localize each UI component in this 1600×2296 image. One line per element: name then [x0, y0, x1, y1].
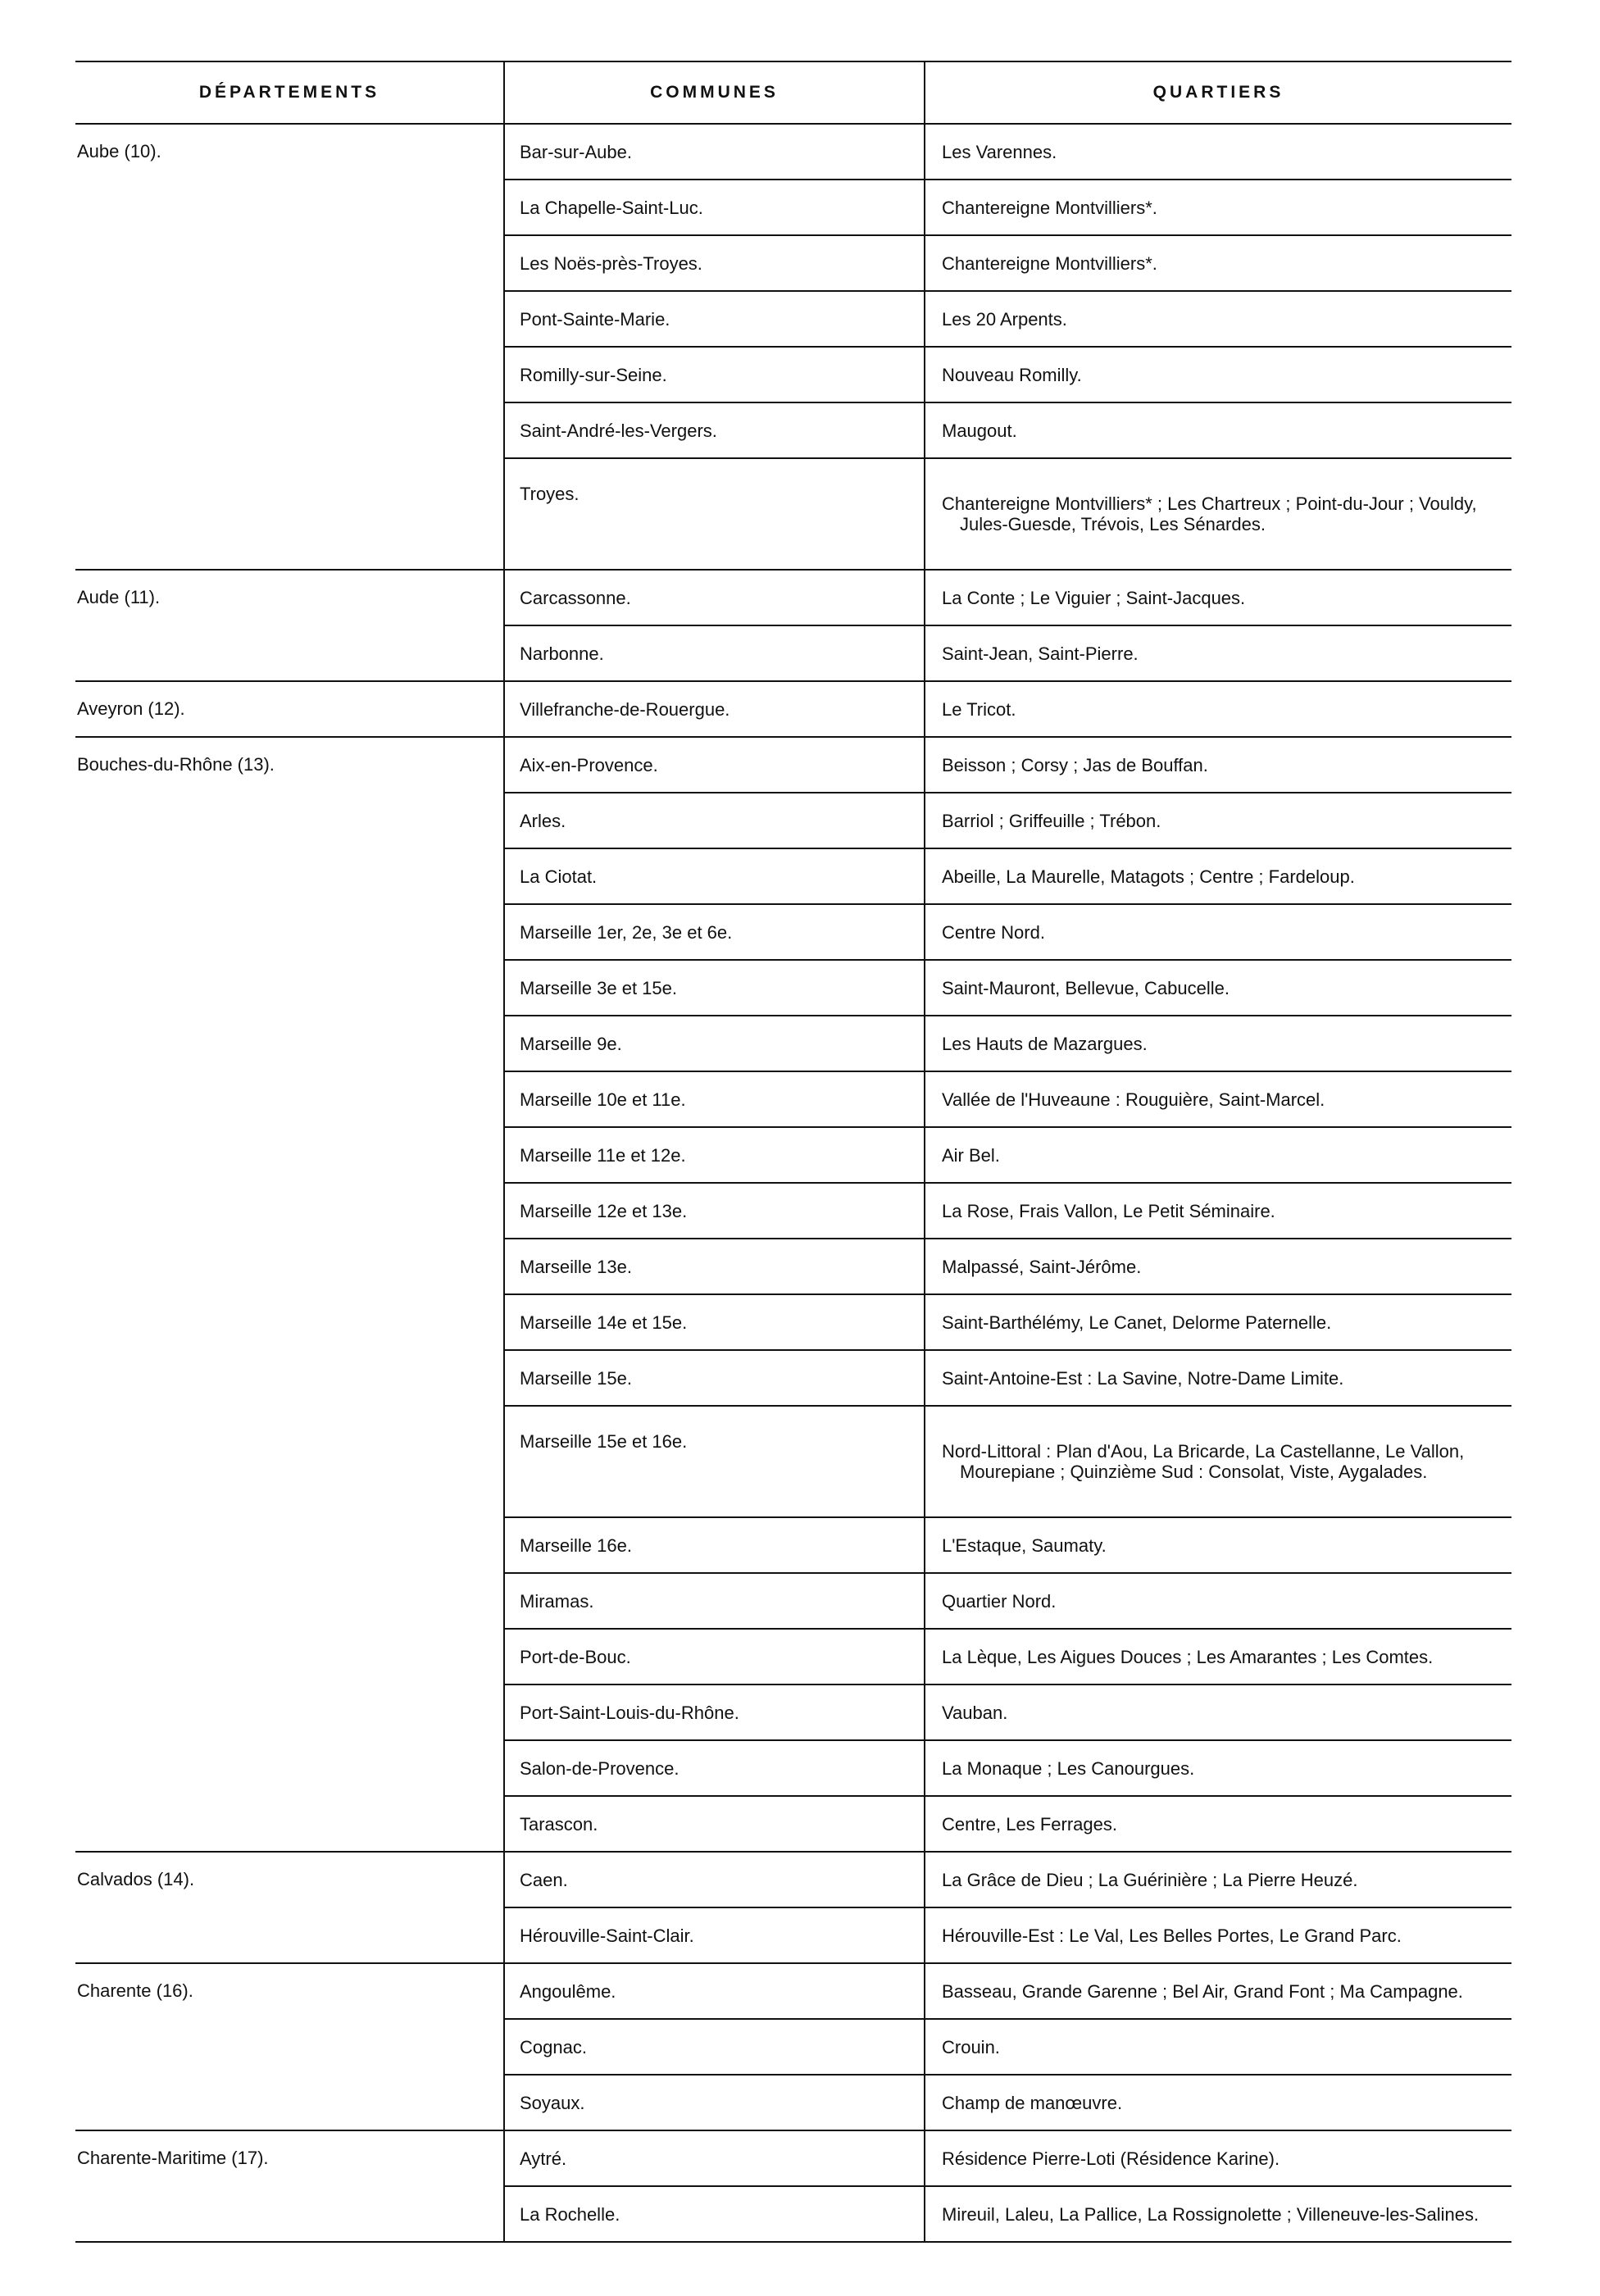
commune-cell: Marseille 13e.	[504, 1239, 925, 1294]
quartiers-line: Quartier Nord.	[942, 1590, 1057, 1612]
quartiers-line: Saint-Antoine-Est : La Savine, Notre-Dame Limite.	[942, 1367, 1344, 1389]
quartiers-line: Les 20 Arpents.	[942, 308, 1067, 330]
quartiers-cell	[925, 904, 1511, 960]
quartiers-cell	[925, 681, 1511, 737]
commune-cell: Marseille 1er, 2e, 3e et 6e.	[504, 904, 925, 960]
quartiers-line: Crouin.	[942, 2036, 1000, 2057]
commune-cell: Cognac.	[504, 2019, 925, 2075]
quartiers-line: Champ de manœuvre.	[942, 2092, 1123, 2113]
quartiers-cell	[925, 235, 1511, 291]
quartiers-cell	[925, 1406, 1511, 1517]
quartiers-line: La Lèque, Les Aigues Douces ; Les Amarantes ; Les Comtes.	[942, 1646, 1434, 1667]
quartiers-cell	[925, 625, 1511, 681]
quartiers-cell	[925, 2075, 1511, 2130]
quartiers-line: Air Bel.	[942, 1144, 1000, 1166]
commune-cell: Marseille 15e.	[504, 1350, 925, 1406]
quartiers-cell	[925, 402, 1511, 458]
quartiers-cell	[925, 2130, 1511, 2186]
quartiers-line: Saint-Jean, Saint-Pierre.	[942, 643, 1139, 664]
commune-cell: Aytré.	[504, 2130, 925, 2186]
quartiers-cell	[925, 1016, 1511, 1071]
quartiers-line-continued: Jules-Guesde, Trévois, Les Sénardes.	[960, 514, 1266, 534]
quartiers-cell	[925, 2019, 1511, 2075]
table-row	[75, 124, 1511, 180]
table-row	[75, 1852, 1511, 1907]
commune-cell: Marseille 11e et 12e.	[504, 1127, 925, 1183]
quartiers-line: Chantereigne Montvilliers* ; Les Chartreux ; Point-du-Jour ; Vouldy,	[942, 493, 1477, 514]
commune-cell: Romilly-sur-Seine.	[504, 347, 925, 402]
quartiers-line: Chantereigne Montvilliers*.	[942, 252, 1157, 274]
quartiers-line: Beisson ; Corsy ; Jas de Bouffan.	[942, 754, 1208, 775]
quartiers-cell	[925, 124, 1511, 180]
commune-cell: Pont-Sainte-Marie.	[504, 291, 925, 347]
commune-cell: Tarascon.	[504, 1796, 925, 1852]
commune-cell: Miramas.	[504, 1573, 925, 1629]
table-row	[75, 2130, 1511, 2186]
header-communes: COMMUNES	[504, 61, 925, 124]
commune-cell: Port-de-Bouc.	[504, 1629, 925, 1684]
communes-table	[75, 61, 1511, 2243]
commune-cell: Marseille 9e.	[504, 1016, 925, 1071]
header-departements: DÉPARTEMENTS	[75, 61, 504, 124]
quartiers-cell	[925, 1629, 1511, 1684]
quartiers-cell	[925, 1852, 1511, 1907]
quartiers-line: Saint-Barthélémy, Le Canet, Delorme Paternelle.	[942, 1312, 1332, 1333]
quartiers-cell	[925, 1740, 1511, 1796]
quartiers-line: Résidence Pierre-Loti (Résidence Karine).	[942, 2148, 1280, 2169]
departement-cell: Charente (16).	[75, 1963, 504, 2130]
quartiers-line: Centre, Les Ferrages.	[942, 1813, 1117, 1835]
departement-cell: Aude (11).	[75, 570, 504, 681]
quartiers-line: Vallée de l'Huveaune : Rouguière, Saint-Marcel.	[942, 1089, 1325, 1110]
quartiers-line: Hérouville-Est : Le Val, Les Belles Portes, Le Grand Parc.	[942, 1925, 1402, 1946]
quartiers-line: Le Tricot.	[942, 698, 1016, 720]
quartiers-line: L'Estaque, Saumaty.	[942, 1534, 1107, 1556]
table-header	[75, 61, 1511, 124]
commune-cell: Caen.	[504, 1852, 925, 1907]
quartiers-line: Mireuil, Laleu, La Pallice, La Rossignolette ; Villeneuve-les-Salines.	[942, 2203, 1480, 2225]
quartiers-cell	[925, 1796, 1511, 1852]
commune-cell: Hérouville-Saint-Clair.	[504, 1907, 925, 1963]
quartiers-cell	[925, 2186, 1511, 2242]
quartiers-cell	[925, 570, 1511, 625]
departement-cell: Aveyron (12).	[75, 681, 504, 737]
quartiers-cell	[925, 347, 1511, 402]
commune-cell: Port-Saint-Louis-du-Rhône.	[504, 1684, 925, 1740]
commune-cell: Marseille 14e et 15e.	[504, 1294, 925, 1350]
commune-cell: La Ciotat.	[504, 848, 925, 904]
quartiers-cell	[925, 737, 1511, 793]
quartiers-line: Nord-Littoral : Plan d'Aou, La Bricarde, La Castellanne, Le Vallon,	[942, 1441, 1465, 1462]
quartiers-cell	[925, 793, 1511, 848]
quartiers-line: La Grâce de Dieu ; La Guérinière ; La Pierre Heuzé.	[942, 1869, 1358, 1890]
quartiers-line: Nouveau Romilly.	[942, 364, 1082, 385]
table-row	[75, 570, 1511, 625]
quartiers-line: Les Hauts de Mazargues.	[942, 1033, 1148, 1054]
quartiers-line: Malpassé, Saint-Jérôme.	[942, 1256, 1142, 1277]
quartiers-cell	[925, 291, 1511, 347]
commune-cell: Marseille 15e et 16e.	[504, 1406, 925, 1517]
quartiers-cell	[925, 180, 1511, 235]
quartiers-cell	[925, 1573, 1511, 1629]
commune-cell: Bar-sur-Aube.	[504, 124, 925, 180]
commune-cell: Salon-de-Provence.	[504, 1740, 925, 1796]
table-row	[75, 737, 1511, 793]
quartiers-cell	[925, 960, 1511, 1016]
header-quartiers: QUARTIERS	[925, 61, 1511, 124]
quartiers-line: Maugout.	[942, 420, 1017, 441]
commune-cell: Marseille 10e et 11e.	[504, 1071, 925, 1127]
commune-cell: Marseille 16e.	[504, 1517, 925, 1573]
quartiers-line: La Monaque ; Les Canourgues.	[942, 1757, 1195, 1779]
quartiers-line: Basseau, Grande Garenne ; Bel Air, Grand Font ; Ma Campagne.	[942, 1980, 1463, 2002]
quartiers-cell	[925, 1963, 1511, 2019]
quartiers-cell	[925, 1517, 1511, 1573]
quartiers-cell	[925, 1294, 1511, 1350]
departement-cell: Charente-Maritime (17).	[75, 2130, 504, 2242]
quartiers-cell	[925, 1127, 1511, 1183]
table-body	[75, 124, 1511, 2242]
commune-cell: Marseille 3e et 15e.	[504, 960, 925, 1016]
commune-cell: Soyaux.	[504, 2075, 925, 2130]
quartiers-cell	[925, 848, 1511, 904]
table-row	[75, 1963, 1511, 2019]
quartiers-line: Barriol ; Griffeuille ; Trébon.	[942, 810, 1161, 831]
quartiers-cell	[925, 458, 1511, 570]
commune-cell: Narbonne.	[504, 625, 925, 681]
quartiers-line: Vauban.	[942, 1702, 1008, 1723]
commune-cell: Les Noës-près-Troyes.	[504, 235, 925, 291]
quartiers-cell	[925, 1183, 1511, 1239]
quartiers-line: Centre Nord.	[942, 921, 1045, 943]
quartiers-line: La Rose, Frais Vallon, Le Petit Séminaire.	[942, 1200, 1275, 1221]
commune-cell: Saint-André-les-Vergers.	[504, 402, 925, 458]
quartiers-cell	[925, 1907, 1511, 1963]
commune-cell: La Rochelle.	[504, 2186, 925, 2242]
quartiers-line: Saint-Mauront, Bellevue, Cabucelle.	[942, 977, 1230, 998]
quartiers-cell	[925, 1239, 1511, 1294]
commune-cell: La Chapelle-Saint-Luc.	[504, 180, 925, 235]
commune-cell: Aix-en-Provence.	[504, 737, 925, 793]
commune-cell: Angoulême.	[504, 1963, 925, 2019]
commune-cell: Arles.	[504, 793, 925, 848]
departement-cell: Aube (10).	[75, 124, 504, 570]
commune-cell: Carcassonne.	[504, 570, 925, 625]
quartiers-cell	[925, 1071, 1511, 1127]
header-row	[75, 61, 1511, 124]
commune-cell: Villefranche-de-Rouergue.	[504, 681, 925, 737]
quartiers-line: Les Varennes.	[942, 141, 1057, 162]
commune-cell: Marseille 12e et 13e.	[504, 1183, 925, 1239]
table-row	[75, 681, 1511, 737]
quartiers-line: La Conte ; Le Viguier ; Saint-Jacques.	[942, 587, 1246, 608]
commune-cell: Troyes.	[504, 458, 925, 570]
quartiers-line-continued: Mourepiane ; Quinzième Sud : Consolat, Viste, Aygalades.	[960, 1462, 1428, 1482]
quartiers-line: Chantereigne Montvilliers*.	[942, 197, 1157, 218]
quartiers-line: Abeille, La Maurelle, Matagots ; Centre ; Fardeloup.	[942, 866, 1355, 887]
quartiers-cell	[925, 1350, 1511, 1406]
departement-cell: Calvados (14).	[75, 1852, 504, 1963]
quartiers-cell	[925, 1684, 1511, 1740]
departement-cell: Bouches-du-Rhône (13).	[75, 737, 504, 1852]
